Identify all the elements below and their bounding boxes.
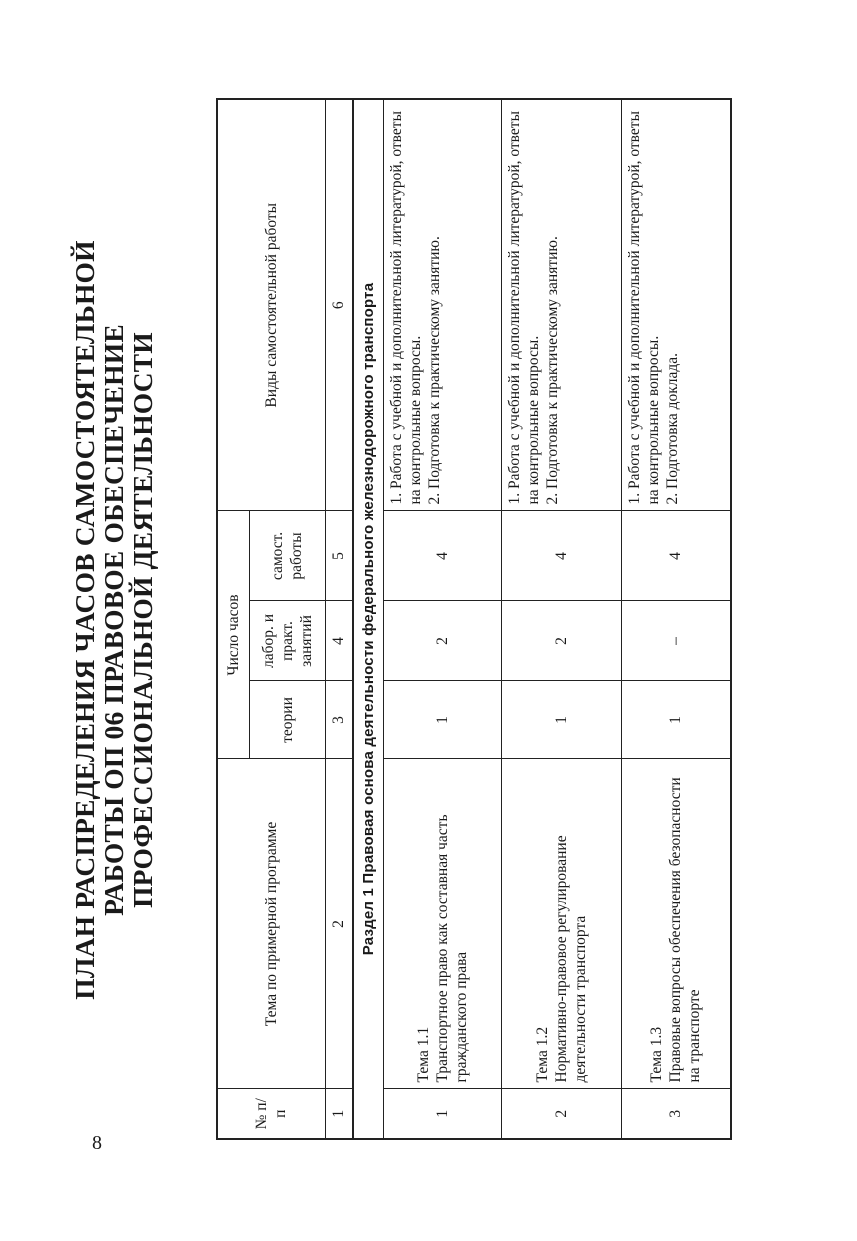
row-number: 3 [621,1089,731,1139]
row-theory-hours: 1 [501,681,621,759]
row-theory-hours: 1 [383,681,501,759]
column-number-row [325,99,353,1139]
work-item: 1. Работа с учебной и дополнительной литературой, ответы на контрольные вопросы. [625,111,662,505]
header-theory: теории [249,681,325,759]
work-item: 2. Подготовка доклада. [663,352,681,505]
column-number: 4 [325,601,353,681]
row-self-hours: 4 [383,511,501,601]
row-self-hours: 4 [501,511,621,601]
work-item: 1. Работа с учебной и дополнительной литературой, ответы на контрольные вопросы. [505,111,542,505]
row-topic [501,759,621,1089]
row-theory-hours: 1 [621,681,731,759]
column-number: 6 [325,99,353,511]
column-number: 3 [325,681,353,759]
topic-label: Тема 1.2 [533,1026,551,1083]
row-work-types [383,99,501,511]
section-title: Раздел 1 Правовая основа деятельности федерального железнодорожного транспорта [353,99,383,1139]
topic-text: Транспортное право как составная часть гражданского права [433,814,470,1083]
work-item: 1. Работа с учебной и дополнительной литературой, ответы на контрольные вопросы. [387,111,424,505]
title-line-2: РАБОТЫ ОП 06 ПРАВОВОЕ ОБЕСПЕЧЕНИЕ [98,324,129,916]
column-number: 2 [325,759,353,1089]
row-topic [383,759,501,1089]
column-number: 5 [325,511,353,601]
hours-distribution-table [216,98,732,1140]
row-self-hours: 4 [621,511,731,601]
table-row [501,99,621,1139]
header-self: самост. работы [249,511,325,601]
work-item: 2. Подготовка к практическому занятию. [543,236,561,505]
topic-text: Правовые вопросы обеспечения безопасности на транспорте [667,777,704,1083]
header-hours-group: Число часов [217,511,249,759]
topic-label: Тема 1.3 [648,1026,666,1083]
title-line-1: ПЛАН РАСПРЕДЕЛЕНИЯ ЧАСОВ САМОСТОЯТЕЛЬНОЙ [69,240,100,1000]
row-work-types [501,99,621,511]
row-topic [621,759,731,1089]
row-number: 1 [383,1089,501,1139]
row-lab-hours: 2 [501,601,621,681]
header-number: № п/п [217,1089,325,1139]
row-lab-hours: – [621,601,731,681]
row-number: 2 [501,1089,621,1139]
column-number: 1 [325,1089,353,1139]
table-row [383,99,501,1139]
topic-text: Нормативно-правовое регулирование деятельности транспорта [552,835,589,1083]
title-line-3: ПРОФЕССИОНАЛЬНОЙ ДЕЯТЕЛЬНОСТИ [127,332,158,908]
page-number: 8 [92,1132,102,1154]
row-lab-hours: 2 [383,601,501,681]
table-row [621,99,731,1139]
row-work-types [621,99,731,511]
topic-label: Тема 1.1 [414,1026,432,1083]
work-item: 2. Подготовка к практическому занятию. [425,236,443,505]
header-lab: лабор. и практ. занятий [249,601,325,681]
document-title [70,100,157,1140]
section-row [353,99,383,1139]
header-topic: Тема по примерной программе [217,759,325,1089]
header-work-types: Виды самостоятельной работы [217,99,325,511]
rotated-content [40,100,704,1140]
